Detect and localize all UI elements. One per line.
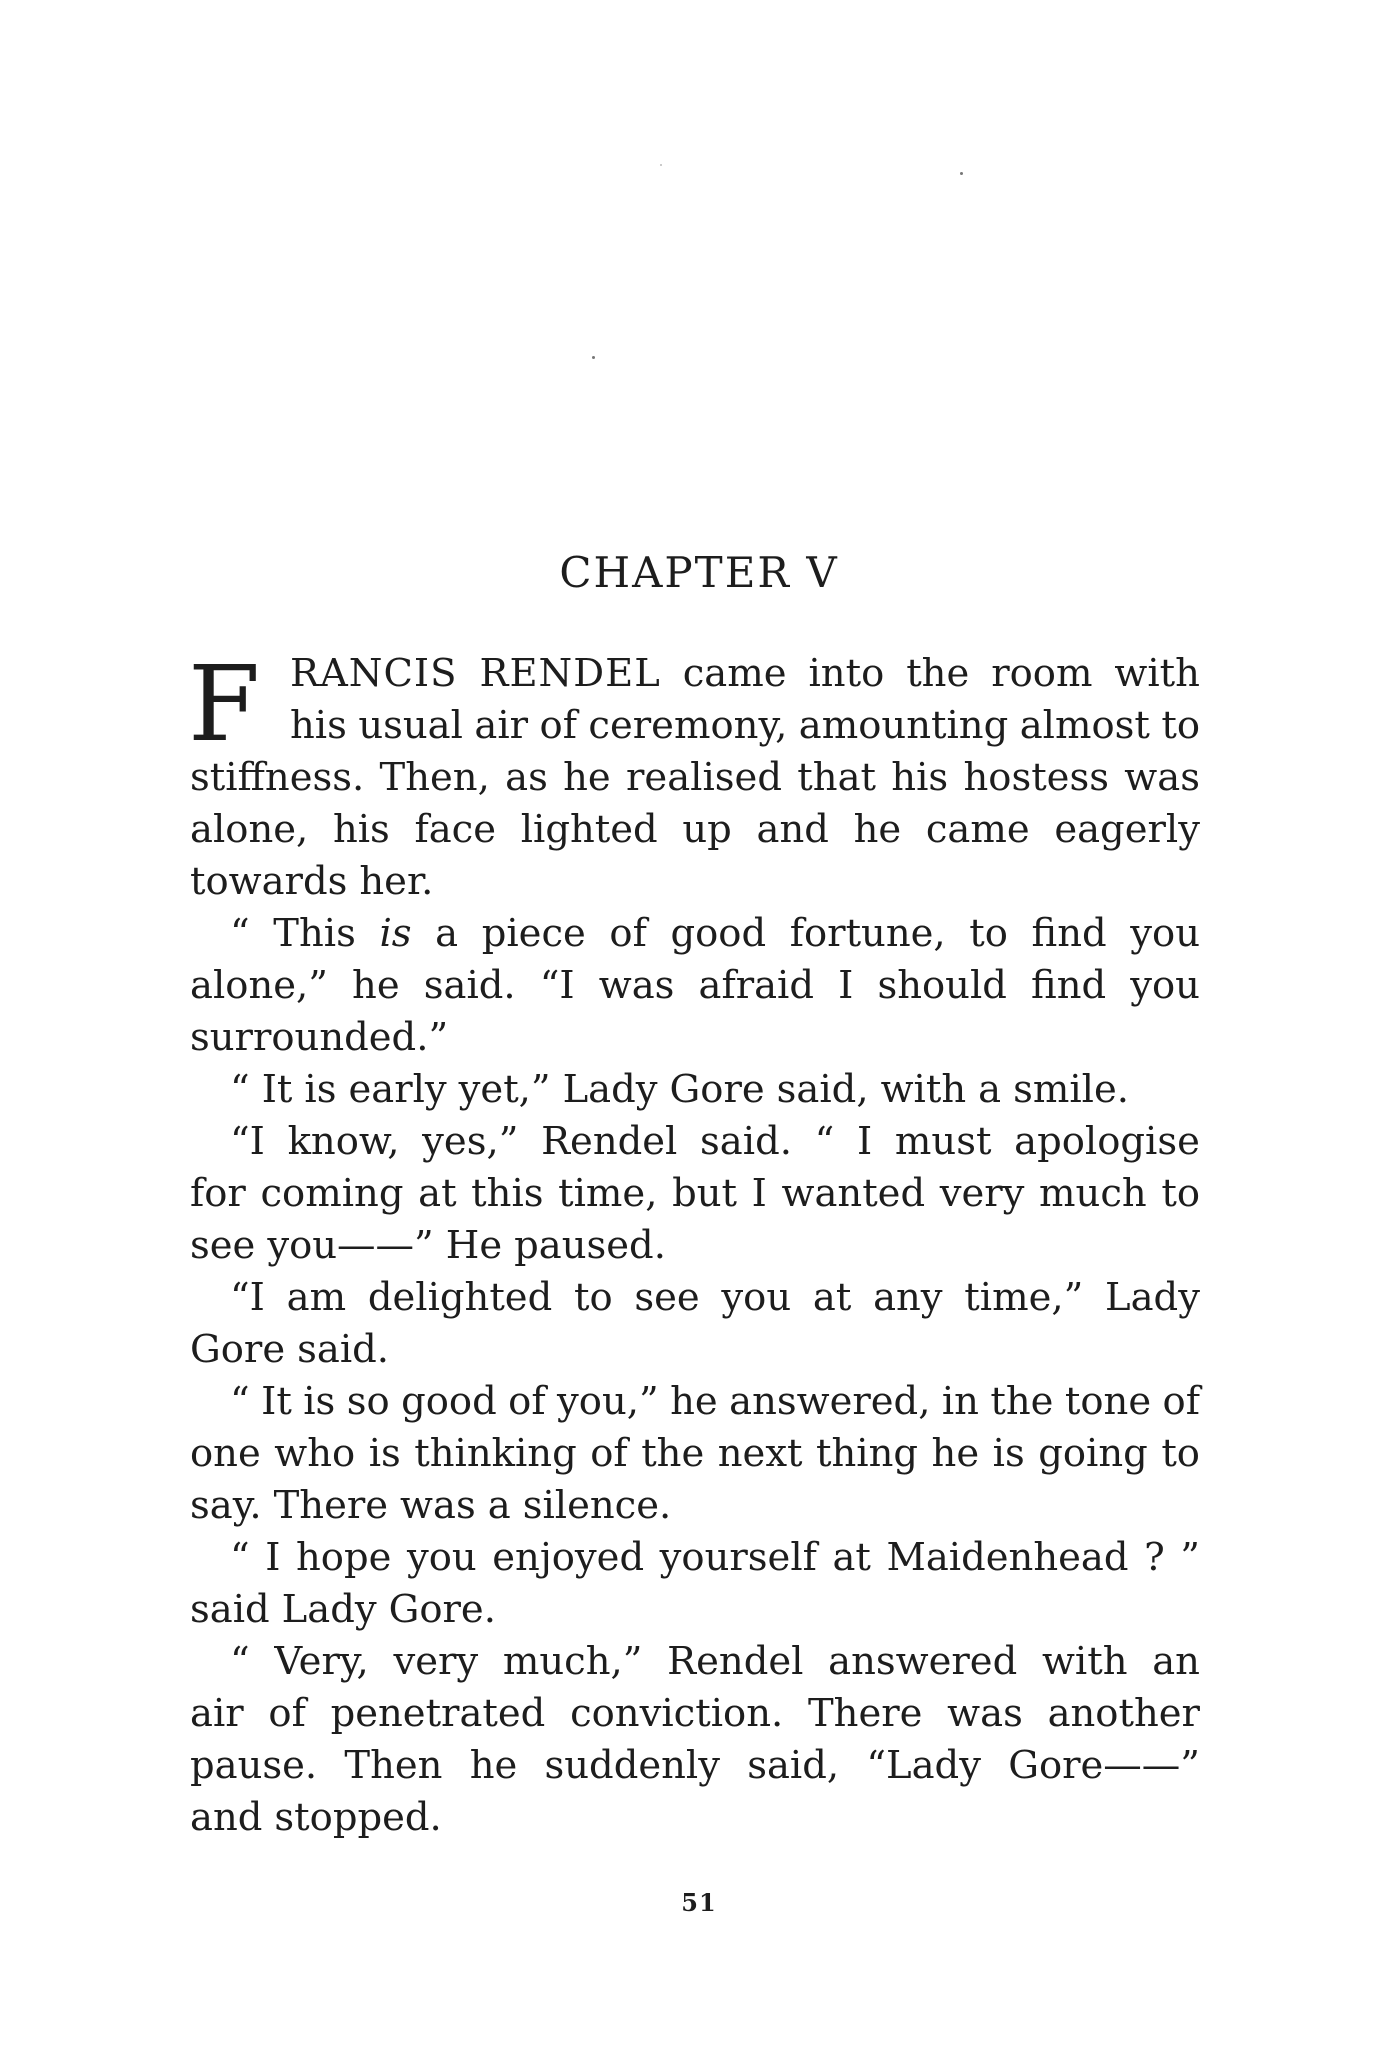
paragraph <box>190 908 1200 1064</box>
text-line: Gore said. <box>190 1327 390 1372</box>
paragraph <box>190 1636 1200 1844</box>
drop-cap: F <box>188 643 261 765</box>
text-line: for coming at this time, but I wanted very much to <box>190 1171 1200 1216</box>
paragraph <box>190 1272 1200 1376</box>
scan-speck <box>960 172 963 175</box>
text-line: “ It is early yet,” Lady Gore said, with a smile. <box>230 1067 1130 1112</box>
text-line: stiffness. Then, as he realised that his hostess was <box>190 755 1200 800</box>
text-line: RANCIS RENDEL came into the room with <box>290 651 1200 696</box>
chapter-title: CHAPTER V <box>559 548 839 597</box>
paragraph <box>190 1116 1200 1272</box>
text-line: alone, his face lighted up and he came eagerly <box>190 807 1200 852</box>
text-line: and stopped. <box>190 1795 442 1840</box>
body-text <box>188 643 1200 1844</box>
text-line: see you——” He paused. <box>190 1223 666 1268</box>
paragraph <box>188 643 1200 908</box>
text-line: “I am delighted to see you at any time,” Lady <box>230 1275 1200 1320</box>
scan-speck <box>592 356 595 359</box>
text-line: “ This is a piece of good fortune, to find you <box>230 911 1200 956</box>
text-line: one who is thinking of the next thing he is going to <box>190 1431 1200 1476</box>
text-line: pause. Then he suddenly said, “Lady Gore——” <box>190 1743 1200 1788</box>
text-line: his usual air of ceremony, amounting almost to <box>290 703 1200 748</box>
text-line: “ It is so good of you,” he answered, in the tone of <box>230 1379 1200 1424</box>
text-line: said Lady Gore. <box>190 1587 496 1632</box>
text-line: alone,” he said. “I was afraid I should find you <box>190 963 1200 1008</box>
text-line: “I know, yes,” Rendel said. “ I must apologise <box>230 1119 1200 1164</box>
text-line: surrounded.” <box>190 1015 449 1060</box>
text-line: “ I hope you enjoyed yourself at Maidenhead ? ” <box>230 1535 1200 1580</box>
text-line: air of penetrated conviction. There was another <box>190 1691 1200 1736</box>
text-line: towards her. <box>190 859 434 904</box>
paragraph <box>190 1064 1200 1116</box>
text-line: say. There was a silence. <box>190 1483 672 1528</box>
paragraph <box>190 1376 1200 1532</box>
page-number: 51 <box>681 1888 717 1917</box>
paragraph <box>190 1532 1200 1636</box>
scan-speck <box>660 164 662 166</box>
text-line: “ Very, very much,” Rendel answered with an <box>230 1639 1200 1684</box>
